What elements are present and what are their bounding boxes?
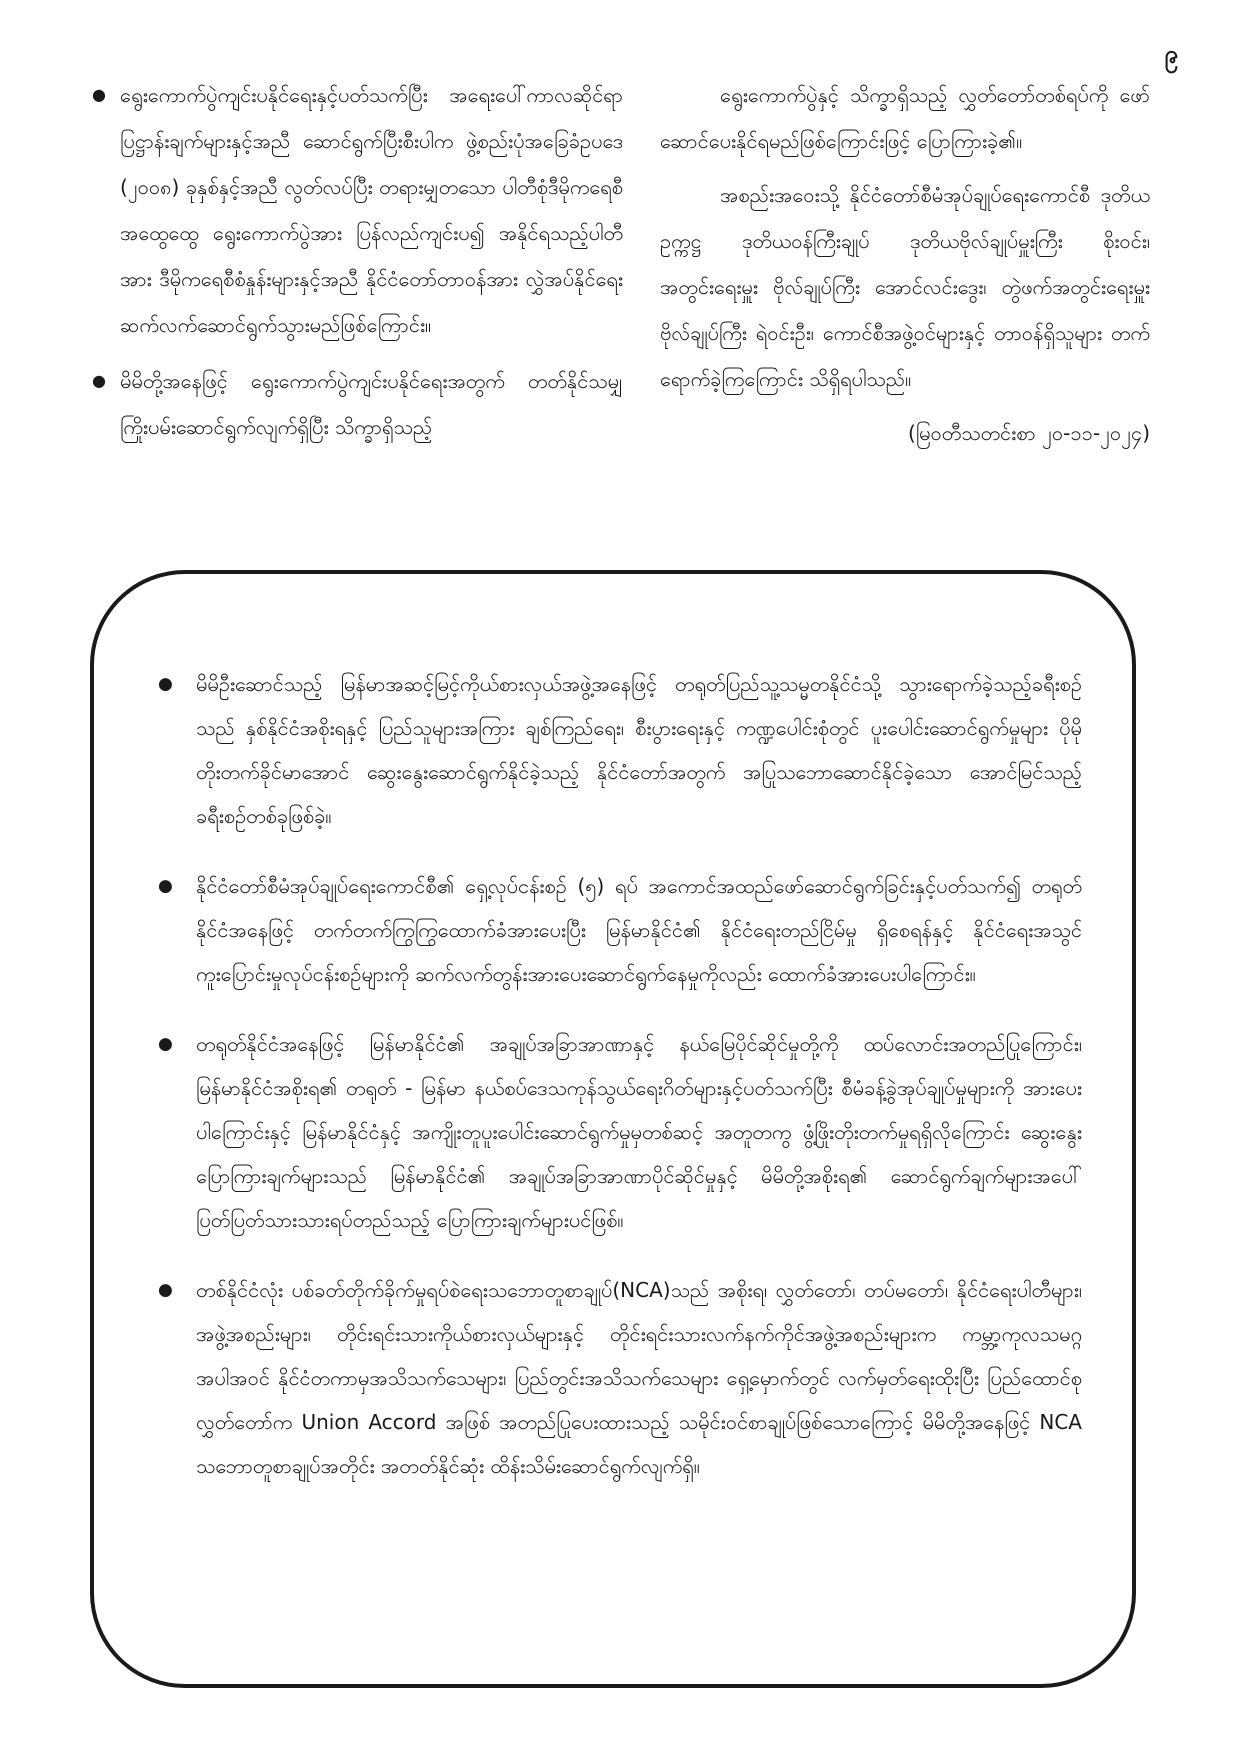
list-item: ● တစ်နိုင်ငံလုံး ပစ်ခတ်တိုက်ခိုက်မှုရပ်စဲရေးသဘောတူစာချုပ်(NCA)သည် အစိုးရ၊ လွှတ်တော်၊ တပ်မတော်၊ နိုင်ငံရေးပါတီများ၊ အဖွဲ့အစည်းများ၊ တိုင်းရင်းသားကိုယ်စားလှယ်များနှင့် တိုင်းရင်းသားလက်နက်ကိုင်အဖွဲ့အစည်းများက ကမ္ဘာ့ကုလသမဂ္ဂအပါအဝင် နိုင်ငံတကာမှအသိသက်သေများ၊ ပြည်တွင်းအသိသက်သေများ ရှေ့မှောက်တွင် လက်မှတ်ရေးထိုးပြီး ပြည်ထောင်စုလွှတ်တော်က Union Accord အဖြစ် အတည်ပြုပေးထားသည့် သမိုင်းဝင်စာချုပ်ဖြစ်သောကြောင့် မိမိတို့အနေဖြင့် NCA သဘောတူစာချုပ်အတိုင်း အတတ်နိုင်ဆုံး ထိန်းသိမ်းဆောင်ရွက်လျက်ရှိ။ [154,1268,1082,1488]
list-item: ● ရွေးကောက်ပွဲကျင်းပနိုင်ရေးနှင့်ပတ်သက်ပြီး အရေးပေါ်ကာလဆိုင်ရာ ပြဋ္ဌာန်းချက်များနှင့်အညီ ဆောင်ရွက်ပြီးစီးပါက ဖွဲ့စည်းပုံအခြေခံဥပဒေ (၂၀၀၈) ခုနှစ်နှင့်အညီ လွတ်လပ်ပြီး တရားမျှတသော ပါတီစုံဒီမိုကရေစီအထွေထွေ ရွေးကောက်ပွဲအား ပြန်လည်ကျင်းပ၍ အနိုင်ရသည့်ပါတီအား ဒီမိုကရေစီစံနှုန်းများနှင့်အညီ နိုင်ငံတော်တာဝန်အား လွှဲအပ်နိုင်ရေး ဆက်လက်ဆောင်ရွက်သွားမည်ဖြစ်ကြောင်း။ [88,72,623,348]
page-number: ၉ [1164,40,1178,68]
left-bullet-list [88,72,623,450]
paragraph: ရွေးကောက်ပွဲနှင့် သိက္ခာရှိသည့် လွှတ်တော်တစ်ရပ်ကို ဖော်ဆောင်ပေးနိုင်ရမည်ဖြစ်ကြောင်းဖြင့် ပြောကြားခဲ့၏။ [660,83,1150,153]
box-bullet-list [154,662,1082,1514]
paragraph: အစည်းအဝေးသို့ နိုင်ငံတော်စီမံအုပ်ချုပ်ရေးကောင်စီ ဒုတိယဥက္ကဋ္ဌ ဒုတိယဝန်ကြီးချုပ် ဒုတိယဗိုလ်ချုပ်မှူးကြီး စိုးဝင်း၊ အတွင်းရေးမှူး ဗိုလ်ချုပ်ကြီး အောင်လင်းဒွေး၊ တွဲဖက်အတွင်းရေးမှူး ဗိုလ်ချုပ်ကြီး ရဲဝင်းဦး၊ ကောင်စီအဖွဲ့ဝင်များနှင့် တာဝန်ရှိသူများ တက်ရောက်ခဲ့ကြကြောင်း သိရှိရပါသည်။ [660,183,1150,391]
list-item: ● မိမိတို့အနေဖြင့် ရွေးကောက်ပွဲကျင်းပနိုင်ရေးအတွက် တတ်နိုင်သမျှ ကြိုးပမ်းဆောင်ရွက်လျက်ရှိပြီး သိက္ခာရှိသည့် [88,358,623,450]
list-item: ● တရုတ်နိုင်ငံအနေဖြင့် မြန်မာနိုင်ငံ၏ အချုပ်အခြာအာဏာနှင့် နယ်မြေပိုင်ဆိုင်မှုတို့ကို ထပ်လောင်းအတည်ပြုကြောင်း၊ မြန်မာနိုင်ငံအစိုးရ၏ တရုတ် - မြန်မာ နယ်စပ်ဒေသကုန်သွယ်ရေးဂိတ်များနှင့်ပတ်သက်ပြီး စီမံခန့်ခွဲအုပ်ချုပ်မှုများကို အားပေးပါကြောင်းနှင့် မြန်မာနိုင်ငံနှင့် အကျိုးတူပူးပေါင်းဆောင်ရွက်မှုမှတစ်ဆင့် အတူတကွ ဖွံ့ဖြိုးတိုးတက်မှုရရှိလိုကြောင်း ဆွေးနွေးပြောကြားချက်များသည် မြန်မာနိုင်ငံ၏ အချုပ်အခြာအာဏာပိုင်ဆိုင်မှုနှင့် မိမိတို့အစိုးရ၏ ဆောင်ရွက်ချက်များအပေါ် ပြတ်ပြတ်သားသားရပ်တည်သည့် ပြောကြားချက်များပင်ဖြစ်။ [154,1022,1082,1242]
summary-box [90,570,1136,1688]
list-item: ● မိမိဦးဆောင်သည့် မြန်မာအဆင့်မြင့်ကိုယ်စားလှယ်အဖွဲ့အနေဖြင့် တရုတ်ပြည်သူ့သမ္မတနိုင်ငံသို့ သွားရောက်ခဲ့သည့်ခရီးစဉ်သည် နှစ်နိုင်ငံအစိုးရနှင့် ပြည်သူများအကြား ချစ်ကြည်ရေး၊ စီးပွားရေးနှင့် ကဏ္ဍပေါင်းစုံတွင် ပူးပေါင်းဆောင်ရွက်မှုများ ပိုမိုတိုးတက်ခိုင်မာအောင် ဆွေးနွေးဆောင်ရွက်နိုင်ခဲ့သည့် နိုင်ငံတော်အတွက် အပြုသဘောဆောင်နိုင်ခဲ့သော အောင်မြင်သည့်ခရီးစဉ်တစ်ခုဖြစ်ခဲ့။ [154,662,1082,838]
source-citation: (မြဝတီသတင်းစာ ၂၀-၁၁-၂၀၂၄) [907,421,1150,445]
left-column [88,72,623,460]
right-column [660,72,1150,464]
list-item: ● နိုင်ငံတော်စီမံအုပ်ချုပ်ရေးကောင်စီ၏ ရှေ့လုပ်ငန်းစဉ် (၅) ရပ် အကောင်အထည်ဖော်ဆောင်ရွက်ခြင်းနှင့်ပတ်သက်၍ တရုတ်နိုင်ငံအနေဖြင့် တက်တက်ကြွကြွထောက်ခံအားပေးပြီး မြန်မာနိုင်ငံ၏ နိုင်ငံရေးတည်ငြိမ်မှု ရှိစေရန်နှင့် နိုင်ငံရေးအသွင်ကူးပြောင်းမှုလုပ်ငန်းစဉ်များကို ဆက်လက်တွန်းအားပေးဆောင်ရွက်နေမှုကိုလည်း ထောက်ခံအားပေးပါကြောင်း။ [154,864,1082,996]
